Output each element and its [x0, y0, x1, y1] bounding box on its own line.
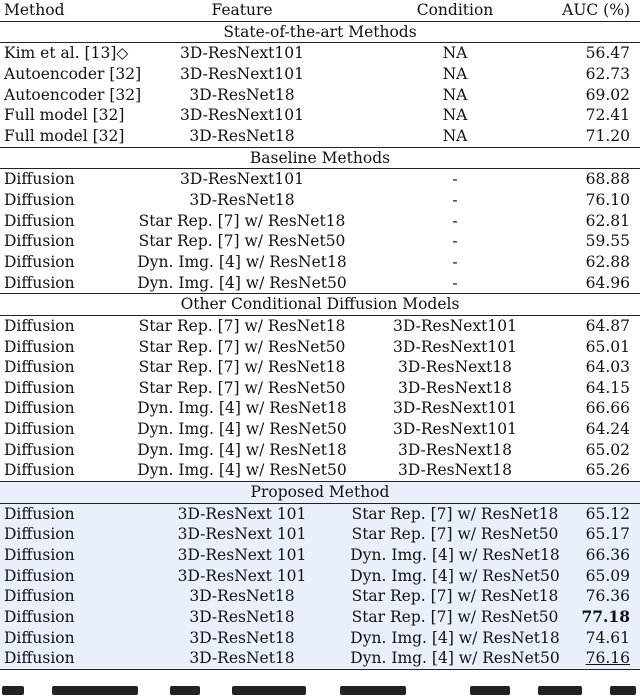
cell-method: Diffusion	[4, 504, 75, 523]
table-row	[0, 85, 640, 106]
cell-feature: Dyn. Img. [4] w/ ResNet18	[137, 399, 347, 418]
cell-feature: 3D-ResNext 101	[177, 546, 307, 565]
cell-method: Diffusion	[4, 316, 75, 335]
cell-auc: 66.36	[585, 546, 630, 565]
cell-auc: 65.17	[585, 525, 630, 544]
cell-method: Diffusion	[4, 649, 75, 668]
cell-method: Diffusion	[4, 587, 75, 606]
cell-auc: 76.16	[585, 649, 630, 668]
table-row	[0, 628, 640, 649]
table-row	[0, 504, 640, 525]
cell-condition: 3D-ResNext18	[397, 358, 513, 377]
table-body	[0, 21, 640, 669]
table-row	[0, 419, 640, 440]
cell-method: Diffusion	[4, 211, 75, 230]
cell-condition: 3D-ResNext18	[397, 378, 513, 397]
cell-feature: Dyn. Img. [4] w/ ResNet18	[137, 440, 347, 459]
cell-method: Diffusion	[4, 399, 75, 418]
cell-method: Diffusion	[4, 170, 75, 189]
cell-feature: Dyn. Img. [4] w/ ResNet50	[137, 420, 347, 439]
cell-feature: 3D-ResNext101	[180, 170, 304, 189]
cell-condition: 3D-ResNext101	[393, 337, 517, 356]
cell-condition: Star Rep. [7] w/ ResNet50	[351, 608, 559, 627]
cell-auc: 64.96	[585, 273, 630, 292]
cell-feature: Dyn. Img. [4] w/ ResNet50	[137, 461, 347, 480]
cell-feature: 3D-ResNet18	[189, 587, 295, 606]
cell-feature: 3D-ResNext101	[180, 44, 304, 63]
cell-condition: Star Rep. [7] w/ ResNet18	[351, 504, 559, 523]
section-title: State-of-the-art Methods	[223, 22, 417, 41]
table-header-row	[0, 0, 640, 21]
cell-condition: Dyn. Img. [4] w/ ResNet50	[350, 649, 560, 668]
cell-feature: 3D-ResNet18	[189, 649, 295, 668]
cell-condition: Dyn. Img. [4] w/ ResNet18	[350, 628, 560, 647]
table-row	[0, 105, 640, 126]
table-row	[0, 607, 640, 628]
table-row	[0, 545, 640, 566]
cell-condition: 3D-ResNext18	[397, 440, 513, 459]
header-feature: Feature	[211, 1, 273, 19]
cell-method: Diffusion	[4, 273, 75, 292]
table-row	[0, 357, 640, 378]
cell-feature: 3D-ResNet18	[189, 126, 295, 145]
cell-condition: -	[452, 252, 458, 271]
table-row	[0, 252, 640, 273]
table-row	[0, 211, 640, 232]
table-row	[0, 43, 640, 64]
cell-method: Kim et al. [13]◇	[4, 44, 129, 63]
cell-feature: 3D-ResNet18	[189, 608, 295, 627]
table-row	[0, 524, 640, 545]
cell-condition: -	[452, 211, 458, 230]
cell-auc: 69.02	[585, 85, 630, 104]
table-row	[0, 460, 640, 481]
cell-auc: 65.12	[585, 504, 630, 523]
table-row	[0, 648, 640, 669]
cell-condition: NA	[442, 85, 468, 104]
cell-feature: 3D-ResNet18	[189, 85, 295, 104]
cell-method: Diffusion	[4, 546, 75, 565]
cell-method: Diffusion	[4, 337, 75, 356]
cell-condition: -	[452, 190, 458, 209]
cell-method: Diffusion	[4, 440, 75, 459]
cell-feature: 3D-ResNet18	[189, 190, 295, 209]
cell-condition: 3D-ResNext101	[393, 399, 517, 418]
cell-feature: 3D-ResNext 101	[177, 566, 307, 585]
table-row	[0, 337, 640, 358]
cell-auc: 64.15	[585, 378, 630, 397]
cell-condition: NA	[442, 64, 468, 83]
cell-condition: Dyn. Img. [4] w/ ResNet50	[350, 566, 560, 585]
cell-feature: Dyn. Img. [4] w/ ResNet18	[137, 252, 347, 271]
cell-feature: Star Rep. [7] w/ ResNet18	[138, 211, 346, 230]
cell-auc: 64.24	[585, 420, 630, 439]
cell-condition: NA	[442, 126, 468, 145]
table-row	[0, 378, 640, 399]
cell-method: Diffusion	[4, 358, 75, 377]
cell-feature: Star Rep. [7] w/ ResNet18	[138, 358, 346, 377]
cell-condition: Dyn. Img. [4] w/ ResNet18	[350, 546, 560, 565]
table-row	[0, 231, 640, 252]
table-row	[0, 586, 640, 607]
table-row	[0, 398, 640, 419]
cell-method: Full model [32]	[4, 106, 125, 125]
cell-method: Diffusion	[4, 628, 75, 647]
cell-method: Diffusion	[4, 378, 75, 397]
header-condition: Condition	[416, 1, 494, 19]
cell-auc: 74.61	[585, 628, 630, 647]
cell-feature: Star Rep. [7] w/ ResNet50	[138, 378, 346, 397]
cell-auc: 65.09	[585, 566, 630, 585]
cell-method: Diffusion	[4, 608, 75, 627]
cell-condition: Star Rep. [7] w/ ResNet50	[351, 525, 559, 544]
cell-auc: 77.18	[581, 607, 630, 627]
cell-method: Full model [32]	[4, 126, 125, 145]
cell-auc: 76.10	[585, 190, 630, 209]
cell-auc: 56.47	[585, 44, 630, 63]
table-row	[0, 64, 640, 85]
cell-auc: 66.66	[585, 399, 630, 418]
cell-method: Autoencoder [32]	[4, 64, 142, 83]
caption-text-cutoff	[0, 678, 640, 699]
cell-auc: 59.55	[585, 232, 630, 251]
table-row	[0, 566, 640, 587]
cell-condition: -	[452, 273, 458, 292]
cell-auc: 76.36	[585, 587, 630, 606]
cell-feature: Star Rep. [7] w/ ResNet18	[138, 316, 346, 335]
cell-method: Diffusion	[4, 232, 75, 251]
section-title: Baseline Methods	[249, 148, 391, 167]
cell-feature: 3D-ResNet18	[189, 628, 295, 647]
cell-condition: -	[452, 170, 458, 189]
table-row	[0, 316, 640, 337]
cell-auc: 62.73	[585, 64, 630, 83]
cell-condition: 3D-ResNext101	[393, 316, 517, 335]
cell-method: Autoencoder [32]	[4, 85, 142, 104]
cell-method: Diffusion	[4, 252, 75, 271]
cell-feature: Star Rep. [7] w/ ResNet50	[138, 232, 346, 251]
cell-method: Diffusion	[4, 525, 75, 544]
cell-method: Diffusion	[4, 566, 75, 585]
cell-feature: 3D-ResNext101	[180, 106, 304, 125]
cell-feature: 3D-ResNext101	[180, 64, 304, 83]
cell-condition: -	[452, 232, 458, 251]
table-row	[0, 273, 640, 294]
cell-auc: 62.81	[585, 211, 630, 230]
header-method: Method	[4, 1, 65, 19]
cell-feature: 3D-ResNext 101	[177, 525, 307, 544]
cell-feature: Dyn. Img. [4] w/ ResNet50	[137, 273, 347, 292]
cell-auc: 62.88	[585, 252, 630, 271]
cell-auc: 68.88	[585, 170, 630, 189]
cell-auc: 65.01	[585, 337, 630, 356]
cell-feature: Star Rep. [7] w/ ResNet50	[138, 337, 346, 356]
cell-method: Diffusion	[4, 420, 75, 439]
cell-feature: 3D-ResNext 101	[177, 504, 307, 523]
table-row	[0, 169, 640, 190]
table-row	[0, 440, 640, 461]
cell-auc: 64.03	[585, 358, 630, 377]
cell-auc: 65.02	[585, 440, 630, 459]
cell-condition: 3D-ResNext18	[397, 461, 513, 480]
header-auc: AUC (%)	[562, 1, 630, 19]
cell-condition: Star Rep. [7] w/ ResNet18	[351, 587, 559, 606]
cell-condition: 3D-ResNext101	[393, 420, 517, 439]
table-bottom-rule	[0, 669, 640, 670]
cell-condition: NA	[442, 44, 468, 63]
cell-auc: 65.26	[585, 461, 630, 480]
cell-method: Diffusion	[4, 461, 75, 480]
cell-condition: NA	[442, 106, 468, 125]
cell-auc: 71.20	[585, 126, 630, 145]
section-title: Other Conditional Diffusion Models	[180, 295, 460, 314]
section-title: Proposed Method	[0, 482, 640, 503]
table-row	[0, 190, 640, 211]
cell-auc: 72.41	[585, 106, 630, 125]
table-row	[0, 126, 640, 147]
cell-method: Diffusion	[4, 190, 75, 209]
cell-auc: 64.87	[585, 316, 630, 335]
